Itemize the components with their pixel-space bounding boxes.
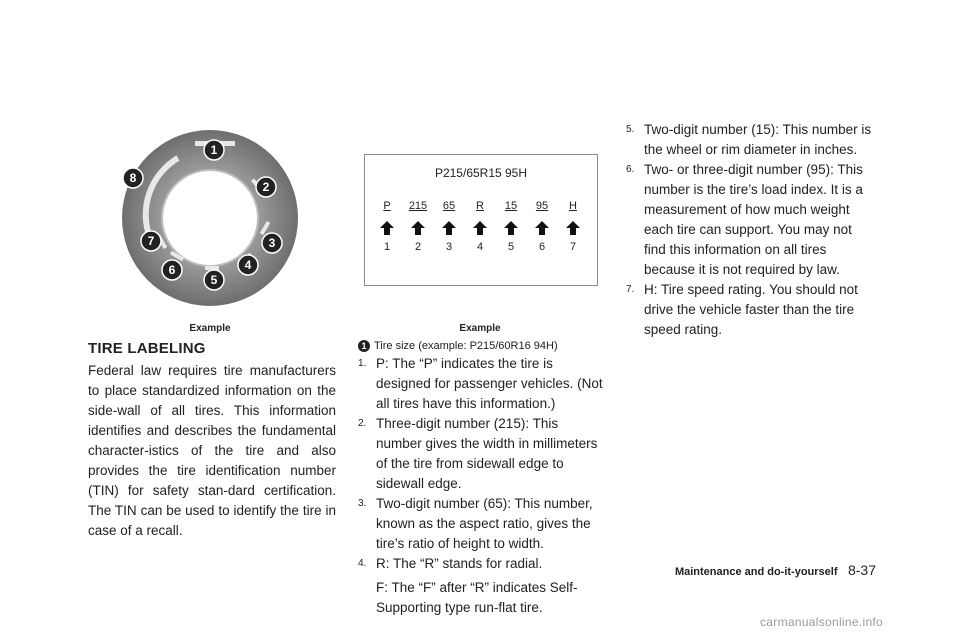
callout-8 xyxy=(122,167,144,194)
callout-3 xyxy=(261,232,283,259)
list-item xyxy=(626,280,876,340)
list-item-number: 7. xyxy=(626,284,635,295)
svg-text:5: 5 xyxy=(210,273,218,287)
page-number: 8-37 xyxy=(847,562,876,578)
diagram-col-1 xyxy=(372,200,402,253)
watermark: carmanualsonline.info xyxy=(760,615,884,629)
diagram-caption: Example xyxy=(459,323,501,334)
list-item-text: Two-digit number (65): This number, known as the aspect ratio, gives the tire’s ratio of height to width. xyxy=(376,496,593,551)
svg-text:3: 3 xyxy=(268,236,276,250)
list-item-text: H: Tire speed rating. You should not drive the vehicle faster than the tire speed rating. xyxy=(644,282,858,337)
diagram-col-label: P xyxy=(383,200,391,212)
list-item-number: 2. xyxy=(358,418,367,429)
list-item xyxy=(358,354,606,414)
up-arrow-icon xyxy=(558,220,588,238)
list-item xyxy=(358,554,606,574)
svg-text:7: 7 xyxy=(147,234,155,248)
diagram-col-6 xyxy=(527,200,557,253)
tire-caption: Example xyxy=(189,323,231,334)
up-arrow-icon xyxy=(434,220,464,238)
right-list xyxy=(626,120,876,340)
list-item-number: 5. xyxy=(626,124,635,135)
list-item-number: 1. xyxy=(358,358,367,369)
up-arrow-icon xyxy=(403,220,433,238)
list-item-text: R: The “R” stands for radial. xyxy=(376,556,543,571)
callout-4 xyxy=(237,254,259,281)
svg-text:6: 6 xyxy=(168,263,176,277)
callout-6 xyxy=(161,259,183,286)
diagram-col-5 xyxy=(496,200,526,253)
list-item-number: 3. xyxy=(358,498,367,509)
list-item xyxy=(358,414,606,494)
callout-7 xyxy=(140,230,162,257)
callout-5 xyxy=(203,269,225,296)
svg-text:4: 4 xyxy=(244,258,252,272)
callout-marker: 1 xyxy=(358,340,370,352)
callout-1 xyxy=(203,139,225,166)
diagram-col-number: 2 xyxy=(414,241,422,253)
callout-2 xyxy=(255,176,277,203)
tire-size-intro-text: Tire size (example: P215/60R16 94H) xyxy=(374,340,558,352)
diagram-col-label: 215 xyxy=(408,200,428,212)
diagram-col-number: 5 xyxy=(507,241,515,253)
list-item xyxy=(626,120,876,160)
diagram-col-label: 15 xyxy=(504,200,518,212)
list-item-text: P: The “P” indicates the tire is designed for passenger vehicles. (Not all tires have this information.) xyxy=(376,356,603,411)
tire-size-intro xyxy=(358,338,608,354)
middle-list xyxy=(358,354,606,618)
list-item-text: Three-digit number (215): This number gives the width in millimeters of the tire from sidewall edge to sidewall edge. xyxy=(376,416,598,491)
svg-text:8: 8 xyxy=(129,171,137,185)
footer-section-title: Maintenance and do-it-yourself xyxy=(674,566,838,578)
list-item xyxy=(626,160,876,280)
section-heading: TIRE LABELING xyxy=(88,340,206,357)
diagram-col-label: 65 xyxy=(442,200,456,212)
diagram-col-label: H xyxy=(569,200,577,212)
diagram-col-number: 1 xyxy=(383,241,391,253)
diagram-title: P215/65R15 95H xyxy=(434,166,528,180)
diagram-col-number: 4 xyxy=(476,241,484,253)
diagram-col-number: 3 xyxy=(445,241,453,253)
up-arrow-icon xyxy=(372,220,402,238)
list-item-number: 6. xyxy=(626,164,635,175)
diagram-col-label: 95 xyxy=(535,200,549,212)
diagram-col-label: R xyxy=(476,200,484,212)
list-item-subtext: F: The “F” after “R” indicates Self-Supporting type run-flat tire. xyxy=(376,580,578,615)
tire-illustration xyxy=(120,128,300,308)
intro-paragraph: Federal law requires tire manufacturers to place standardized information on the side-wall of all tires. This information identifies and describes the fundamental character-istics of the tire and also provides the tire identification number (TIN) for safety stan-dard certification. The TIN can be used to identify the tire in case of a recall. xyxy=(88,363,336,538)
diagram-col-4 xyxy=(465,200,495,253)
page-footer xyxy=(600,562,876,580)
up-arrow-icon xyxy=(465,220,495,238)
list-item-number: 4. xyxy=(358,558,367,569)
list-item-text: Two-digit number (15): This number is the wheel or rim diameter in inches. xyxy=(644,122,872,157)
diagram-col-number: 6 xyxy=(538,241,546,253)
tire-size-diagram xyxy=(364,154,598,286)
list-item xyxy=(358,494,606,554)
up-arrow-icon xyxy=(496,220,526,238)
diagram-col-number: 7 xyxy=(569,241,577,253)
diagram-col-2 xyxy=(403,200,433,253)
svg-text:1: 1 xyxy=(210,143,218,157)
diagram-col-7 xyxy=(558,200,588,253)
svg-text:2: 2 xyxy=(262,180,270,194)
diagram-col-3 xyxy=(434,200,464,253)
up-arrow-icon xyxy=(527,220,557,238)
list-item-text: Two- or three-digit number (95): This number is the tire’s load index. It is a measurement of how much weight each tire can support. You may not find this information on all tires because it is not required by law. xyxy=(644,162,863,277)
